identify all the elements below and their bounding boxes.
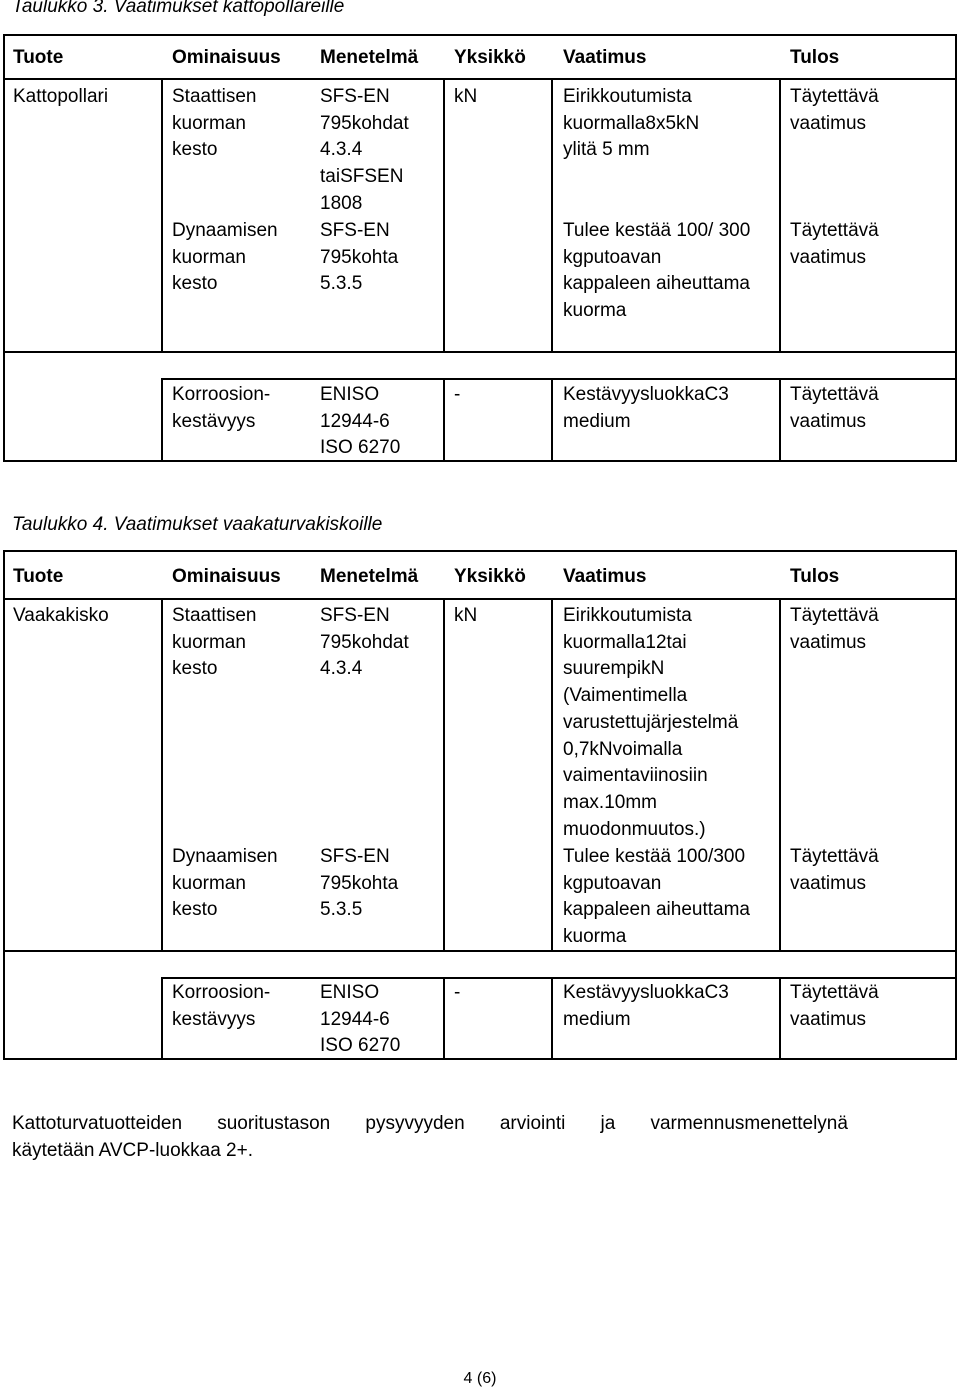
table3-col-divider (779, 378, 781, 462)
table4-header-unit: Yksikkö (454, 566, 526, 587)
table4-col-divider (551, 977, 553, 1060)
table3-header-product: Tuote (13, 47, 64, 68)
table4-row2-method: SFS-EN 795kohta 5.3.5 (320, 846, 399, 921)
table3-row2-requirement: Tulee kestää 100/ 300 kgputoavan kappaleen aiheuttama kuorma (563, 220, 751, 322)
table3-row2-result: Täytettävä vaatimus (790, 220, 879, 268)
table4-row2-property: Dynaamisen kuorman kesto (172, 846, 278, 921)
table3-row2-method: SFS-EN 795kohta 5.3.5 (320, 220, 399, 295)
table4-row3-requirement: KestävyysluokkaC3 medium (563, 982, 729, 1030)
table3-header-unit: Yksikkö (454, 47, 526, 68)
table3-row3-requirement: KestävyysluokkaC3 medium (563, 384, 729, 432)
table4-caption: Taulukko 4. Vaatimukset vaakaturvakiskoille (12, 514, 383, 535)
table3-row1-property: Staattisen kuorman kesto (172, 86, 257, 161)
table3-row3-method: ENISO 12944-6 ISO 6270 (320, 384, 401, 459)
table4-row1-unit: kN (454, 605, 478, 626)
table4-col-divider (779, 977, 781, 1060)
table3-row3-property: Korroosion- kestävyys (172, 384, 271, 432)
table3-row1-method: SFS-EN 795kohdat 4.3.4 taiSFSEN 1808 (320, 86, 409, 214)
table3-header-requirement: Vaatimus (563, 47, 647, 68)
table3-col-divider (779, 80, 781, 351)
table4-header-result: Tulos (790, 566, 840, 587)
table4-row1-property: Staattisen kuorman kesto (172, 605, 257, 680)
page-number: 4 (6) (463, 1370, 497, 1387)
table4-row1-requirement: Eirikkoutumista kuormalla12tai suurempikN (Vaimentimella varustettujärjestelmä 0,7kNvoimalla vaimentaviinosiin max.10mm muodonmuutos.) (563, 605, 739, 840)
table4-row2-result: Täytettävä vaatimus (790, 846, 879, 894)
table3-col-divider (551, 80, 553, 351)
table3-col-divider (443, 80, 445, 351)
avcp-paragraph: Kattoturvatuotteiden suoritustason pysyvyyden arviointi ja varmennusmenettelynä käytetään AVCP-luokkaa 2+. (12, 1113, 848, 1161)
table4-col-divider (443, 977, 445, 1060)
table4-row3-result: Täytettävä vaatimus (790, 982, 879, 1030)
table4-row3-unit: - (454, 982, 461, 1003)
table3-row3-result: Täytettävä vaatimus (790, 384, 879, 432)
table3-separator (161, 378, 957, 380)
table3-row2-property: Dynaamisen kuorman kesto (172, 220, 278, 295)
table4-col-divider (161, 600, 163, 950)
table4-product: Vaakakisko (13, 605, 109, 626)
table4-row2-requirement: Tulee kestää 100/300 kgputoavan kappaleen aiheuttama kuorma (563, 846, 750, 948)
table4-col-divider (551, 600, 553, 950)
table4-separator (3, 950, 957, 952)
table3-col-divider (551, 378, 553, 462)
table3-col-divider (161, 378, 163, 462)
table3-row3-unit: - (454, 384, 461, 405)
table4-row1-method: SFS-EN 795kohdat 4.3.4 (320, 605, 409, 680)
table3-header-property: Ominaisuus (172, 47, 281, 68)
table4-separator (161, 977, 957, 979)
table3-row1-requirement: Eirikkoutumista kuormalla8x5kN ylitä 5 mm (563, 86, 700, 161)
table3-product: Kattopollari (13, 86, 109, 107)
table3-caption: Taulukko 3. Vaatimukset kattopollareille (12, 0, 345, 17)
table3-row1-unit: kN (454, 86, 478, 107)
table4-header-requirement: Vaatimus (563, 566, 647, 587)
table3-row1-result: Täytettävä vaatimus (790, 86, 879, 134)
table4-row3-property: Korroosion- kestävyys (172, 982, 271, 1030)
table4-header-product: Tuote (13, 566, 64, 587)
table4-header-property: Ominaisuus (172, 566, 281, 587)
table4-row3-method: ENISO 12944-6 ISO 6270 (320, 982, 401, 1057)
table3-col-divider (161, 80, 163, 351)
table3-col-divider (443, 378, 445, 462)
table4-col-divider (161, 977, 163, 1060)
table4-header-method: Menetelmä (320, 566, 419, 587)
table3-header-result: Tulos (790, 47, 840, 68)
table3-header-method: Menetelmä (320, 47, 419, 68)
table4-col-divider (779, 600, 781, 950)
table4-col-divider (443, 600, 445, 950)
table3-separator (3, 351, 957, 353)
table4-row1-result: Täytettävä vaatimus (790, 605, 879, 653)
